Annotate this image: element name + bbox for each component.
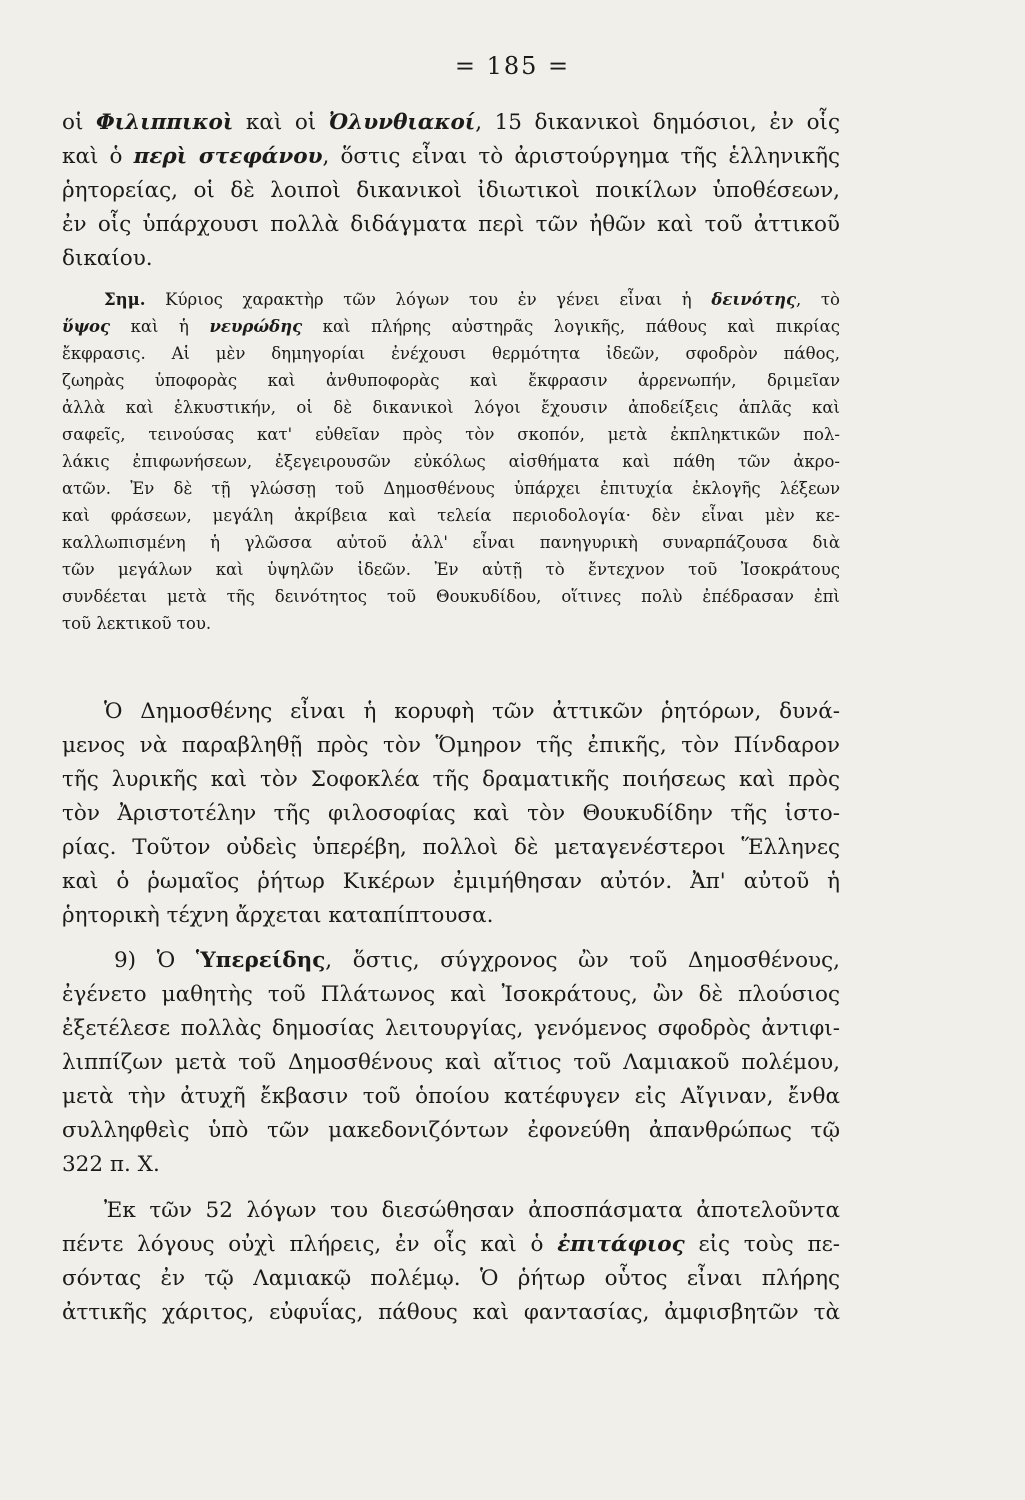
text-line: τοῦ λεκτικοῦ του. bbox=[62, 614, 212, 633]
text-line: ἐξετέλεσε πολλὰς δημοσίας λειτουργίας, γενόμενος σφοδρὸς ἀντιφι- bbox=[62, 1016, 840, 1041]
text-line: τῆς λυρικῆς καὶ τὸν Σοφοκλέα τῆς δραματικῆς ποιήσεως καὶ πρὸς bbox=[62, 767, 840, 792]
text-line: τὸν Ἀριστοτέλην τῆς φιλοσοφίας καὶ τὸν Θουκυδίδην τῆς ἱστο- bbox=[62, 801, 840, 826]
text-line: πέντε λόγους οὐχὶ πλήρεις, ἐν οἷς καὶ ὁ ἐπιτάφιος εἰς τοὺς πε- bbox=[62, 1232, 840, 1257]
text-line: ῥητορείας, οἱ δὲ λοιποὶ δικανικοὶ ἰδιωτικοὶ ποικίλων ὑποθέσεων, bbox=[62, 178, 840, 203]
text-line: σόντας ἐν τῷ Λαμιακῷ πολέμῳ. Ὁ ῥήτωρ οὗτος εἶναι πλήρης bbox=[62, 1266, 840, 1291]
text-line: λάκις ἐπιφωνήσεων, ἐξεγειρουσῶν εὐκόλως αἰσθήματα καὶ πάθη τῶν ἀκρο- bbox=[62, 452, 840, 471]
text-line: Ὁ Δημοσθένης εἶναι ἡ κορυφὴ τῶν ἀττικῶν ῥητόρων, δυνά- bbox=[104, 699, 840, 724]
text-line: ζωηρὰς ὑποφορὰς καὶ ἀνθυποφορὰς καὶ ἔκφρασιν ἀρρενωπήν, δριμεῖαν bbox=[62, 371, 840, 390]
text-line: οἱ Φιλιππικοὶ καὶ οἱ Ὀλυνθιακοί, 15 δικανικοὶ δημόσιοι, ἐν οἷς bbox=[62, 110, 840, 135]
text-line: συνδέεται μετὰ τῆς δεινότητος τοῦ Θουκυδίδου, οἵτινες πολὺ ἐπέδρασαν ἐπὶ bbox=[62, 587, 840, 606]
paragraph-1 bbox=[62, 106, 840, 276]
text-line: ἐν οἷς ὑπάρχουσι πολλὰ διδάγματα περὶ τῶν ἠθῶν καὶ τοῦ ἀττικοῦ bbox=[62, 212, 840, 237]
text-line: Σημ. Κύριος χαρακτὴρ τῶν λόγων του ἐν γένει εἶναι ἡ δεινότης, τὸ bbox=[104, 290, 840, 309]
text-line: Ἐκ τῶν 52 λόγων του διεσώθησαν ἀποσπάσματα ἀποτελοῦντα bbox=[104, 1198, 840, 1223]
text-line: καὶ φράσεων, μεγάλη ἀκρίβεια καὶ τελεία περιοδολογία· δὲν εἶναι μὲν κε- bbox=[62, 506, 840, 525]
text-line: καὶ ὁ ῥωμαῖος ῥήτωρ Κικέρων ἐμιμήθησαν αὐτόν. Ἀπ' αὐτοῦ ἡ bbox=[62, 869, 840, 894]
text-line: μενος νὰ παραβληθῇ πρὸς τὸν Ὅμηρον τῆς ἐπικῆς, τὸν Πίνδαρον bbox=[62, 733, 840, 758]
text-line: ἀλλὰ καὶ ἑλκυστικήν, οἱ δὲ δικανικοὶ λόγοι ἔχουσιν ἀποδείξεις ἁπλᾶς καὶ bbox=[62, 398, 840, 417]
text-line: ἀττικῆς χάριτος, εὐφυΐας, πάθους καὶ φαντασίας, ἀμφισβητῶν τὰ bbox=[62, 1300, 840, 1325]
text-line: τῶν μεγάλων καὶ ὑψηλῶν ἰδεῶν. Ἐν αὐτῇ τὸ ἔντεχνον τοῦ Ἰσοκράτους bbox=[62, 560, 840, 579]
text-line: μετὰ τὴν ἀτυχῆ ἔκβασιν τοῦ ὁποίου κατέφυγεν εἰς Αἴγιναν, ἔνθα bbox=[62, 1084, 840, 1109]
text-line: δικαίου. bbox=[62, 246, 153, 271]
text-line: 9) Ὁ Ὑπερείδης, ὅστις, σύγχρονος ὢν τοῦ Δημοσθένους, bbox=[114, 948, 840, 973]
page-number: = 185 = bbox=[454, 52, 571, 80]
footnote-block bbox=[62, 286, 840, 637]
text-line: ῥητορικὴ τέχνη ἄρχεται καταπίπτουσα. bbox=[62, 903, 494, 928]
text-line: καλλωπισμένη ἡ γλῶσσα αὐτοῦ ἀλλ' εἶναι πανηγυρικὴ συναρπάζουσα διὰ bbox=[62, 533, 840, 552]
text-line: καὶ ὁ περὶ στεφάνου, ὅστις εἶναι τὸ ἀριστούργημα τῆς ἑλληνικῆς bbox=[62, 144, 840, 169]
text-line: σαφεῖς, τεινούσας κατ' εὐθεῖαν πρὸς τὸν σκοπόν, μετὰ ἐκπληκτικῶν πολ- bbox=[62, 425, 840, 444]
text-line: ρίας. Τοῦτον οὐδεὶς ὑπερέβη, πολλοὶ δὲ μεταγενέστεροι Ἕλληνες bbox=[62, 835, 840, 860]
text-line: ατῶν. Ἐν δὲ τῇ γλώσσῃ τοῦ Δημοσθένους ὑπάρχει ἐπιτυχία ἐκλογῆς λέξεων bbox=[62, 479, 840, 498]
paragraph-3 bbox=[62, 944, 840, 1182]
text-line: συλληφθεὶς ὑπὸ τῶν μακεδονιζόντων ἐφονεύθη ἀπανθρώπως τῷ bbox=[62, 1118, 840, 1143]
text-line: λιππίζων μετὰ τοῦ Δημοσθένους καὶ αἴτιος τοῦ Λαμιακοῦ πολέμου, bbox=[62, 1050, 840, 1075]
text-line: 322 π. Χ. bbox=[62, 1152, 160, 1177]
paragraph-2 bbox=[62, 695, 840, 933]
paragraph-4 bbox=[62, 1194, 840, 1330]
text-line: ἔκφρασις. Αἱ μὲν δημηγορίαι ἐνέχουσι θερμότητα ἰδεῶν, σφοδρὸν πάθος, bbox=[62, 344, 840, 363]
text-line: ἐγένετο μαθητὴς τοῦ Πλάτωνος καὶ Ἰσοκράτους, ὢν δὲ πλούσιος bbox=[62, 982, 840, 1007]
text-line: ὕψος καὶ ἡ νευρώδης καὶ πλήρης αὐστηρᾶς λογικῆς, πάθους καὶ πικρίας bbox=[62, 317, 840, 336]
